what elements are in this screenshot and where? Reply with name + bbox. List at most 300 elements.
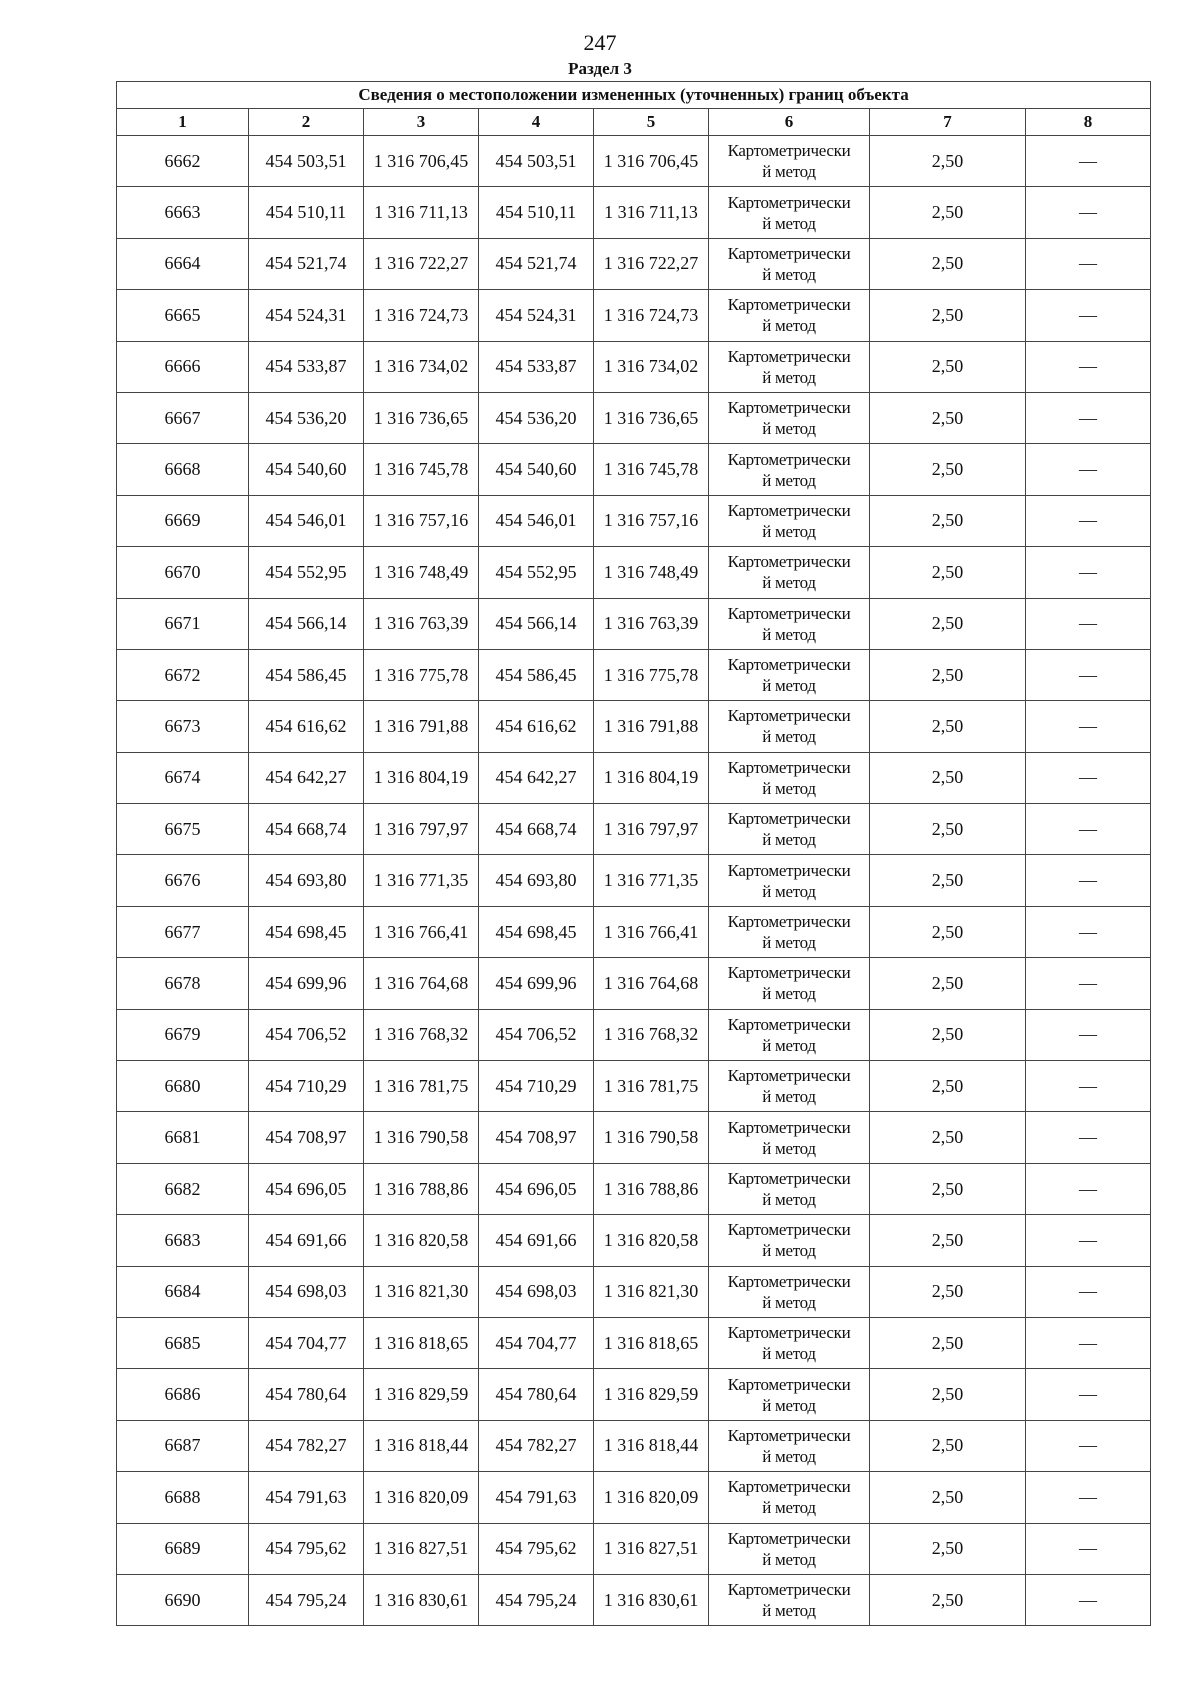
accuracy-cell: 2,50 bbox=[870, 598, 1026, 649]
table-row bbox=[117, 341, 1151, 392]
point-number-cell: 6689 bbox=[117, 1523, 249, 1574]
point-number-cell: 6683 bbox=[117, 1215, 249, 1266]
existing-y-cell: 1 316 734,02 bbox=[364, 341, 479, 392]
note-cell: — bbox=[1026, 1266, 1151, 1317]
method-cell bbox=[709, 1266, 870, 1317]
note-cell: — bbox=[1026, 855, 1151, 906]
method-cell bbox=[709, 649, 870, 700]
table-row bbox=[117, 1266, 1151, 1317]
existing-y-cell: 1 316 775,78 bbox=[364, 649, 479, 700]
method-line1: Картометрически bbox=[727, 1374, 851, 1394]
existing-y-cell: 1 316 820,09 bbox=[364, 1472, 479, 1523]
accuracy-cell: 2,50 bbox=[870, 290, 1026, 341]
note-cell: — bbox=[1026, 1009, 1151, 1060]
new-y-cell: 1 316 706,45 bbox=[594, 136, 709, 187]
method-line1: Картометрически bbox=[727, 1117, 851, 1137]
method-cell bbox=[709, 238, 870, 289]
method-line2: й метод bbox=[762, 1292, 816, 1312]
new-x-cell: 454 586,45 bbox=[479, 649, 594, 700]
method-cell bbox=[709, 187, 870, 238]
accuracy-cell: 2,50 bbox=[870, 752, 1026, 803]
new-x-cell: 454 616,62 bbox=[479, 701, 594, 752]
new-x-cell: 454 510,11 bbox=[479, 187, 594, 238]
new-x-cell: 454 668,74 bbox=[479, 804, 594, 855]
method-line1: Картометрически bbox=[727, 706, 851, 726]
point-number-cell: 6677 bbox=[117, 906, 249, 957]
method-line1: Картометрически bbox=[727, 141, 851, 161]
existing-x-cell: 454 780,64 bbox=[249, 1369, 364, 1420]
existing-x-cell: 454 708,97 bbox=[249, 1112, 364, 1163]
accuracy-cell: 2,50 bbox=[870, 1163, 1026, 1214]
method-cell bbox=[709, 1472, 870, 1523]
table-row bbox=[117, 1163, 1151, 1214]
point-number-cell: 6667 bbox=[117, 392, 249, 443]
table-row bbox=[117, 1574, 1151, 1625]
point-number-cell: 6685 bbox=[117, 1317, 249, 1368]
method-line1: Картометрически bbox=[727, 655, 851, 675]
new-y-cell: 1 316 764,68 bbox=[594, 958, 709, 1009]
new-y-cell: 1 316 775,78 bbox=[594, 649, 709, 700]
point-number-cell: 6664 bbox=[117, 238, 249, 289]
new-y-cell: 1 316 781,75 bbox=[594, 1061, 709, 1112]
method-line1: Картометрически bbox=[727, 912, 851, 932]
new-y-cell: 1 316 711,13 bbox=[594, 187, 709, 238]
point-number-cell: 6679 bbox=[117, 1009, 249, 1060]
existing-y-cell: 1 316 830,61 bbox=[364, 1574, 479, 1625]
new-y-cell: 1 316 788,86 bbox=[594, 1163, 709, 1214]
existing-x-cell: 454 503,51 bbox=[249, 136, 364, 187]
note-cell: — bbox=[1026, 1472, 1151, 1523]
new-x-cell: 454 642,27 bbox=[479, 752, 594, 803]
method-line2: й метод bbox=[762, 881, 816, 901]
method-line1: Картометрически bbox=[727, 1169, 851, 1188]
method-line2: й метод bbox=[762, 470, 816, 490]
note-cell: — bbox=[1026, 444, 1151, 495]
new-x-cell: 454 503,51 bbox=[479, 136, 594, 187]
table-row bbox=[117, 1420, 1151, 1471]
accuracy-cell: 2,50 bbox=[870, 187, 1026, 238]
method-line1: Картометрически bbox=[727, 346, 851, 366]
table-row bbox=[117, 598, 1151, 649]
table-caption-row bbox=[117, 82, 1151, 109]
method-line2: й метод bbox=[762, 521, 816, 541]
existing-y-cell: 1 316 781,75 bbox=[364, 1061, 479, 1112]
method-cell bbox=[709, 958, 870, 1009]
point-number-cell: 6669 bbox=[117, 495, 249, 546]
note-cell: — bbox=[1026, 804, 1151, 855]
accuracy-cell: 2,50 bbox=[870, 1420, 1026, 1471]
existing-y-cell: 1 316 764,68 bbox=[364, 958, 479, 1009]
column-number: 3 bbox=[364, 109, 479, 136]
existing-x-cell: 454 668,74 bbox=[249, 804, 364, 855]
method-cell bbox=[709, 906, 870, 957]
accuracy-cell: 2,50 bbox=[870, 1061, 1026, 1112]
point-number-cell: 6665 bbox=[117, 290, 249, 341]
method-cell bbox=[709, 290, 870, 341]
method-line2: й метод bbox=[762, 1138, 816, 1158]
method-line2: й метод bbox=[762, 676, 816, 696]
note-cell: — bbox=[1026, 1420, 1151, 1471]
existing-x-cell: 454 698,03 bbox=[249, 1266, 364, 1317]
column-number: 7 bbox=[870, 109, 1026, 136]
table-row bbox=[117, 136, 1151, 187]
method-line2: й метод bbox=[762, 778, 816, 798]
existing-y-cell: 1 316 768,32 bbox=[364, 1009, 479, 1060]
table-row bbox=[117, 1009, 1151, 1060]
existing-x-cell: 454 536,20 bbox=[249, 392, 364, 443]
existing-x-cell: 454 782,27 bbox=[249, 1420, 364, 1471]
new-y-cell: 1 316 827,51 bbox=[594, 1523, 709, 1574]
point-number-cell: 6687 bbox=[117, 1420, 249, 1471]
note-cell: — bbox=[1026, 136, 1151, 187]
existing-x-cell: 454 791,63 bbox=[249, 1472, 364, 1523]
existing-y-cell: 1 316 829,59 bbox=[364, 1369, 479, 1420]
method-cell bbox=[709, 1523, 870, 1574]
new-x-cell: 454 540,60 bbox=[479, 444, 594, 495]
method-cell bbox=[709, 598, 870, 649]
table-row bbox=[117, 649, 1151, 700]
method-line1: Картометрически bbox=[727, 860, 851, 880]
point-number-cell: 6670 bbox=[117, 547, 249, 598]
accuracy-cell: 2,50 bbox=[870, 1369, 1026, 1420]
accuracy-cell: 2,50 bbox=[870, 1472, 1026, 1523]
method-line2: й метод bbox=[762, 1241, 816, 1261]
existing-x-cell: 454 524,31 bbox=[249, 290, 364, 341]
point-number-cell: 6678 bbox=[117, 958, 249, 1009]
new-y-cell: 1 316 748,49 bbox=[594, 547, 709, 598]
existing-y-cell: 1 316 757,16 bbox=[364, 495, 479, 546]
table-row bbox=[117, 1369, 1151, 1420]
new-y-cell: 1 316 829,59 bbox=[594, 1369, 709, 1420]
accuracy-cell: 2,50 bbox=[870, 1574, 1026, 1625]
point-number-cell: 6690 bbox=[117, 1574, 249, 1625]
new-x-cell: 454 795,62 bbox=[479, 1523, 594, 1574]
method-cell bbox=[709, 392, 870, 443]
column-number: 4 bbox=[479, 109, 594, 136]
accuracy-cell: 2,50 bbox=[870, 701, 1026, 752]
point-number-cell: 6688 bbox=[117, 1472, 249, 1523]
method-line2: й метод bbox=[762, 830, 816, 850]
new-y-cell: 1 316 791,88 bbox=[594, 701, 709, 752]
method-line1: Картометрически bbox=[727, 243, 851, 263]
note-cell: — bbox=[1026, 547, 1151, 598]
method-line1: Картометрически bbox=[727, 963, 851, 983]
table-row bbox=[117, 392, 1151, 443]
table-row bbox=[117, 495, 1151, 546]
table-body bbox=[117, 136, 1151, 1626]
table-caption: Сведения о местоположении измененных (уточненных) границ объекта bbox=[117, 82, 1151, 109]
method-line2: й метод bbox=[762, 367, 816, 387]
new-y-cell: 1 316 820,09 bbox=[594, 1472, 709, 1523]
accuracy-cell: 2,50 bbox=[870, 238, 1026, 289]
accuracy-cell: 2,50 bbox=[870, 444, 1026, 495]
method-line2: й метод bbox=[762, 264, 816, 284]
method-cell bbox=[709, 136, 870, 187]
existing-x-cell: 454 552,95 bbox=[249, 547, 364, 598]
method-line2: й метод bbox=[762, 573, 816, 593]
new-y-cell: 1 316 724,73 bbox=[594, 290, 709, 341]
table-row bbox=[117, 187, 1151, 238]
existing-y-cell: 1 316 788,86 bbox=[364, 1163, 479, 1214]
method-line1: Картометрически bbox=[727, 603, 851, 623]
method-cell bbox=[709, 1420, 870, 1471]
method-cell bbox=[709, 444, 870, 495]
existing-y-cell: 1 316 722,27 bbox=[364, 238, 479, 289]
existing-x-cell: 454 795,62 bbox=[249, 1523, 364, 1574]
point-number-cell: 6674 bbox=[117, 752, 249, 803]
accuracy-cell: 2,50 bbox=[870, 1266, 1026, 1317]
note-cell: — bbox=[1026, 701, 1151, 752]
method-line1: Картометрически bbox=[727, 449, 851, 469]
existing-y-cell: 1 316 797,97 bbox=[364, 804, 479, 855]
column-number: 6 bbox=[709, 109, 870, 136]
new-x-cell: 454 782,27 bbox=[479, 1420, 594, 1471]
table-row bbox=[117, 1215, 1151, 1266]
table-row bbox=[117, 1523, 1151, 1574]
existing-x-cell: 454 586,45 bbox=[249, 649, 364, 700]
new-x-cell: 454 710,29 bbox=[479, 1061, 594, 1112]
accuracy-cell: 2,50 bbox=[870, 649, 1026, 700]
existing-x-cell: 454 510,11 bbox=[249, 187, 364, 238]
accuracy-cell: 2,50 bbox=[870, 1009, 1026, 1060]
method-line2: й метод bbox=[762, 1395, 816, 1415]
method-line2: й метод bbox=[762, 213, 816, 233]
existing-x-cell: 454 616,62 bbox=[249, 701, 364, 752]
point-number-cell: 6668 bbox=[117, 444, 249, 495]
method-line2: й метод bbox=[762, 1087, 816, 1107]
page-number: 247 bbox=[583, 30, 617, 55]
accuracy-cell: 2,50 bbox=[870, 495, 1026, 546]
new-y-cell: 1 316 722,27 bbox=[594, 238, 709, 289]
existing-x-cell: 454 691,66 bbox=[249, 1215, 364, 1266]
new-x-cell: 454 691,66 bbox=[479, 1215, 594, 1266]
column-number: 2 bbox=[249, 109, 364, 136]
method-line2: й метод bbox=[762, 933, 816, 953]
new-x-cell: 454 566,14 bbox=[479, 598, 594, 649]
accuracy-cell: 2,50 bbox=[870, 1317, 1026, 1368]
method-cell bbox=[709, 341, 870, 392]
existing-x-cell: 454 706,52 bbox=[249, 1009, 364, 1060]
existing-y-cell: 1 316 706,45 bbox=[364, 136, 479, 187]
method-cell bbox=[709, 701, 870, 752]
method-line2: й метод bbox=[762, 1601, 816, 1621]
accuracy-cell: 2,50 bbox=[870, 392, 1026, 443]
method-line1: Картометрически bbox=[727, 1477, 851, 1497]
method-cell bbox=[709, 495, 870, 546]
note-cell: — bbox=[1026, 1317, 1151, 1368]
note-cell: — bbox=[1026, 1112, 1151, 1163]
new-y-cell: 1 316 820,58 bbox=[594, 1215, 709, 1266]
existing-x-cell: 454 546,01 bbox=[249, 495, 364, 546]
new-y-cell: 1 316 763,39 bbox=[594, 598, 709, 649]
existing-y-cell: 1 316 791,88 bbox=[364, 701, 479, 752]
new-x-cell: 454 536,20 bbox=[479, 392, 594, 443]
accuracy-cell: 2,50 bbox=[870, 1523, 1026, 1574]
method-line1: Картометрически bbox=[727, 295, 851, 315]
method-line2: й метод bbox=[762, 984, 816, 1004]
new-y-cell: 1 316 797,97 bbox=[594, 804, 709, 855]
method-line2: й метод bbox=[762, 1190, 816, 1209]
method-cell bbox=[709, 1163, 870, 1214]
note-cell: — bbox=[1026, 290, 1151, 341]
method-cell bbox=[709, 752, 870, 803]
note-cell: — bbox=[1026, 495, 1151, 546]
existing-y-cell: 1 316 763,39 bbox=[364, 598, 479, 649]
point-number-cell: 6680 bbox=[117, 1061, 249, 1112]
method-line1: Картометрически bbox=[727, 192, 851, 212]
existing-x-cell: 454 698,45 bbox=[249, 906, 364, 957]
method-line1: Картометрически bbox=[727, 1528, 851, 1548]
existing-y-cell: 1 316 724,73 bbox=[364, 290, 479, 341]
method-line2: й метод bbox=[762, 1498, 816, 1518]
method-cell bbox=[709, 1369, 870, 1420]
point-number-cell: 6662 bbox=[117, 136, 249, 187]
method-line1: Картометрически bbox=[727, 1014, 851, 1034]
table-row bbox=[117, 701, 1151, 752]
accuracy-cell: 2,50 bbox=[870, 136, 1026, 187]
existing-y-cell: 1 316 821,30 bbox=[364, 1266, 479, 1317]
existing-x-cell: 454 795,24 bbox=[249, 1574, 364, 1625]
method-line1: Картометрически bbox=[727, 500, 851, 520]
point-number-cell: 6675 bbox=[117, 804, 249, 855]
method-line1: Картометрически bbox=[727, 1425, 851, 1445]
method-line2: й метод bbox=[762, 1035, 816, 1055]
new-y-cell: 1 316 766,41 bbox=[594, 906, 709, 957]
method-line1: Картометрически bbox=[727, 552, 851, 572]
method-cell bbox=[709, 547, 870, 598]
existing-x-cell: 454 642,27 bbox=[249, 752, 364, 803]
table-row bbox=[117, 1472, 1151, 1523]
new-x-cell: 454 696,05 bbox=[479, 1163, 594, 1214]
note-cell: — bbox=[1026, 238, 1151, 289]
accuracy-cell: 2,50 bbox=[870, 1112, 1026, 1163]
new-y-cell: 1 316 804,19 bbox=[594, 752, 709, 803]
new-x-cell: 454 524,31 bbox=[479, 290, 594, 341]
existing-y-cell: 1 316 818,44 bbox=[364, 1420, 479, 1471]
existing-y-cell: 1 316 820,58 bbox=[364, 1215, 479, 1266]
method-cell bbox=[709, 1317, 870, 1368]
existing-x-cell: 454 710,29 bbox=[249, 1061, 364, 1112]
existing-y-cell: 1 316 790,58 bbox=[364, 1112, 479, 1163]
method-line2: й метод bbox=[762, 1344, 816, 1364]
point-number-cell: 6671 bbox=[117, 598, 249, 649]
column-number: 8 bbox=[1026, 109, 1151, 136]
column-number-row bbox=[117, 109, 1151, 136]
existing-y-cell: 1 316 804,19 bbox=[364, 752, 479, 803]
new-y-cell: 1 316 818,44 bbox=[594, 1420, 709, 1471]
method-line1: Картометрически bbox=[727, 757, 851, 777]
method-line1: Картометрически bbox=[727, 1323, 851, 1343]
point-number-cell: 6672 bbox=[117, 649, 249, 700]
new-x-cell: 454 706,52 bbox=[479, 1009, 594, 1060]
method-cell bbox=[709, 1215, 870, 1266]
new-y-cell: 1 316 757,16 bbox=[594, 495, 709, 546]
point-number-cell: 6673 bbox=[117, 701, 249, 752]
accuracy-cell: 2,50 bbox=[870, 1215, 1026, 1266]
method-line1: Картометрически bbox=[727, 1066, 851, 1086]
existing-x-cell: 454 540,60 bbox=[249, 444, 364, 495]
existing-y-cell: 1 316 771,35 bbox=[364, 855, 479, 906]
existing-y-cell: 1 316 745,78 bbox=[364, 444, 479, 495]
table-row bbox=[117, 1317, 1151, 1368]
point-number-cell: 6676 bbox=[117, 855, 249, 906]
table-row bbox=[117, 1112, 1151, 1163]
accuracy-cell: 2,50 bbox=[870, 855, 1026, 906]
table-row bbox=[117, 238, 1151, 289]
table-row bbox=[117, 958, 1151, 1009]
new-x-cell: 454 693,80 bbox=[479, 855, 594, 906]
method-cell bbox=[709, 1574, 870, 1625]
new-y-cell: 1 316 768,32 bbox=[594, 1009, 709, 1060]
new-y-cell: 1 316 734,02 bbox=[594, 341, 709, 392]
new-y-cell: 1 316 818,65 bbox=[594, 1317, 709, 1368]
accuracy-cell: 2,50 bbox=[870, 958, 1026, 1009]
accuracy-cell: 2,50 bbox=[870, 804, 1026, 855]
table-row bbox=[117, 1061, 1151, 1112]
new-x-cell: 454 704,77 bbox=[479, 1317, 594, 1368]
method-line1: Картометрически bbox=[727, 1271, 851, 1291]
new-y-cell: 1 316 771,35 bbox=[594, 855, 709, 906]
new-x-cell: 454 546,01 bbox=[479, 495, 594, 546]
existing-x-cell: 454 521,74 bbox=[249, 238, 364, 289]
column-number: 1 bbox=[117, 109, 249, 136]
method-cell bbox=[709, 1009, 870, 1060]
method-line2: й метод bbox=[762, 419, 816, 439]
table-row bbox=[117, 290, 1151, 341]
note-cell: — bbox=[1026, 1163, 1151, 1214]
new-x-cell: 454 791,63 bbox=[479, 1472, 594, 1523]
point-number-cell: 6681 bbox=[117, 1112, 249, 1163]
new-y-cell: 1 316 790,58 bbox=[594, 1112, 709, 1163]
note-cell: — bbox=[1026, 752, 1151, 803]
method-cell bbox=[709, 1061, 870, 1112]
method-line2: й метод bbox=[762, 1446, 816, 1466]
new-x-cell: 454 708,97 bbox=[479, 1112, 594, 1163]
note-cell: — bbox=[1026, 958, 1151, 1009]
method-line1: Картометрически bbox=[727, 1220, 851, 1240]
coordinates-table bbox=[116, 81, 1151, 1626]
note-cell: — bbox=[1026, 1215, 1151, 1266]
method-line2: й метод bbox=[762, 727, 816, 747]
existing-x-cell: 454 533,87 bbox=[249, 341, 364, 392]
method-cell bbox=[709, 804, 870, 855]
new-x-cell: 454 533,87 bbox=[479, 341, 594, 392]
table-row bbox=[117, 547, 1151, 598]
note-cell: — bbox=[1026, 906, 1151, 957]
note-cell: — bbox=[1026, 187, 1151, 238]
note-cell: — bbox=[1026, 1574, 1151, 1625]
existing-y-cell: 1 316 818,65 bbox=[364, 1317, 479, 1368]
point-number-cell: 6686 bbox=[117, 1369, 249, 1420]
new-y-cell: 1 316 821,30 bbox=[594, 1266, 709, 1317]
existing-y-cell: 1 316 711,13 bbox=[364, 187, 479, 238]
method-line1: Картометрически bbox=[727, 398, 851, 418]
new-x-cell: 454 521,74 bbox=[479, 238, 594, 289]
existing-y-cell: 1 316 827,51 bbox=[364, 1523, 479, 1574]
note-cell: — bbox=[1026, 1369, 1151, 1420]
point-number-cell: 6666 bbox=[117, 341, 249, 392]
point-number-cell: 6684 bbox=[117, 1266, 249, 1317]
existing-x-cell: 454 696,05 bbox=[249, 1163, 364, 1214]
note-cell: — bbox=[1026, 1523, 1151, 1574]
new-x-cell: 454 552,95 bbox=[479, 547, 594, 598]
method-line2: й метод bbox=[762, 1549, 816, 1569]
section-title: Раздел 3 bbox=[568, 59, 632, 78]
table-row bbox=[117, 444, 1151, 495]
existing-y-cell: 1 316 748,49 bbox=[364, 547, 479, 598]
method-cell bbox=[709, 855, 870, 906]
note-cell: — bbox=[1026, 649, 1151, 700]
